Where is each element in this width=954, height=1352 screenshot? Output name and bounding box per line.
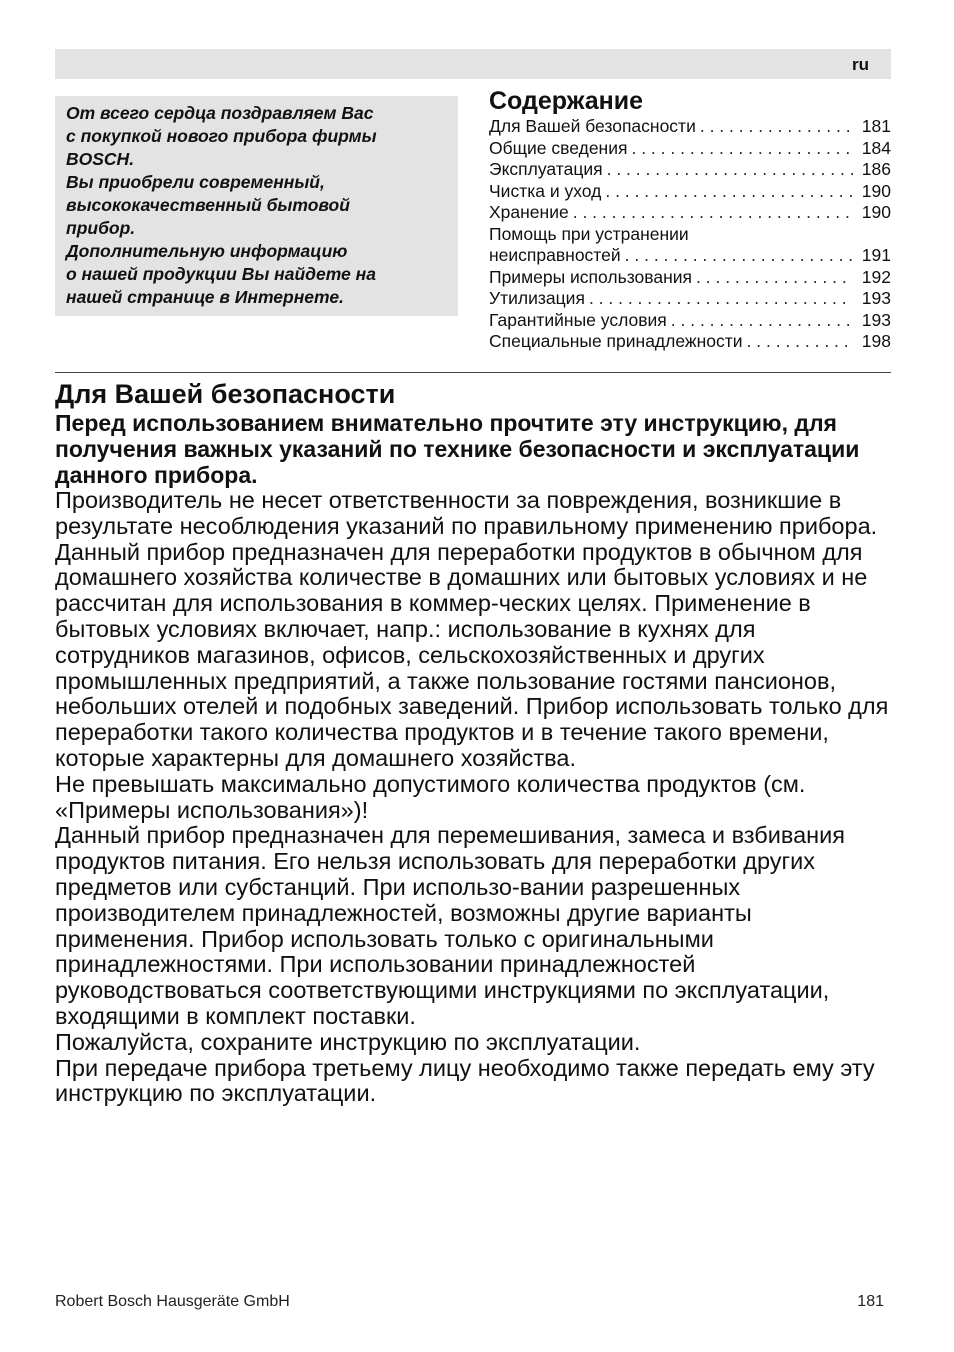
toc-item-label: Примеры использования: [489, 266, 693, 287]
paragraph: Не превышать максимально допустимого количества продуктов (см. «Примеры использования»)!: [55, 770, 806, 823]
toc-item-page: 181: [861, 116, 891, 136]
toc-item-label: Для Вашей безопасности: [489, 116, 696, 136]
toc-item[interactable]: [489, 310, 891, 332]
safety-warning: Перед использованием внимательно прочтите эту инструкцию, для получения важных указаний по технике безопасности и эксплуатации данного прибора.: [55, 410, 860, 488]
paragraph: Данный прибор предназначен для перемешивания, замеса и взбивания продуктов питания. Его нельзя использовать для переработки других предметов или субстанций. При использо-вании разрешенных производителем принадлежностей, возможны другие варианты применения. Прибор использовать только с оригинальными принадлежностями. При использовании принадлежностей руководствоваться соответствующими инструкциями по эксплуатации, входящими в комплект поставки.: [55, 822, 846, 1029]
toc-leader: [573, 202, 853, 224]
toc-leader: [631, 138, 853, 160]
intro-box: [55, 96, 458, 316]
toc-item[interactable]: [489, 202, 891, 224]
toc-item-label: Гарантийные условия: [489, 309, 667, 330]
toc-item-page: 184: [861, 137, 891, 158]
toc-item-label: Общие сведения: [489, 137, 628, 158]
paragraph: Данный прибор предназначен для переработки продуктов в обычном для домашнего хозяйства количестве в домашних или бытовых условиях и не рассчитан для использования в коммер-ческих целях. Применение в бытовых условиях включает, напр.: использование в кухнях для сотрудников магазинов, офисов, сельскохозяйственных и других промышленных предприятий, а также пользование гостями пансионов, небольших отелей и подобных заведений. Прибор использовать только для переработки такого количества продуктов и в течение такого времени, которые характерны для домашнего хозяйства.: [55, 538, 889, 771]
toc-item-page: 193: [861, 309, 891, 330]
toc-item[interactable]: [489, 331, 891, 353]
toc-item[interactable]: [489, 181, 891, 203]
toc-item[interactable]: [489, 288, 891, 310]
toc-leader: [607, 159, 853, 181]
toc-leader: [625, 245, 853, 267]
toc-item-page: 190: [861, 180, 891, 201]
paragraph: Производитель не несет ответственности за повреждения, возникшие в результате несоблюдения указаний по правильному применению прибора.: [55, 487, 878, 539]
toc-item-label: Помощь при устранении: [489, 223, 689, 244]
toc-item-label: Специальные принадлежности: [489, 331, 743, 351]
toc-item-label: Эксплуатация: [489, 159, 603, 179]
section-divider: [55, 372, 891, 373]
toc-leader: [605, 181, 853, 203]
toc-item-label: Хранение: [489, 202, 569, 222]
footer-company: Robert Bosch Hausgeräte GmbH: [55, 1293, 290, 1310]
toc-item[interactable]: [489, 224, 891, 267]
toc-item[interactable]: [489, 267, 891, 289]
toc-item-page: 198: [861, 331, 891, 351]
toc-item-page: 191: [861, 245, 891, 265]
toc-item-page: 186: [861, 159, 891, 179]
toc-item[interactable]: [489, 138, 891, 160]
toc-item-label-continued: неисправностей: [489, 245, 621, 265]
toc-leader: [671, 310, 853, 332]
language-code: ru: [852, 55, 869, 74]
table-of-contents: [489, 86, 891, 353]
section-title: Для Вашей безопасности: [55, 379, 396, 409]
intro-text: От всего сердца поздравляем Вас с покупкой нового прибора фирмы BOSCH. Вы приобрели современный, высококачественный бытовой прибор. Дополнительную информацию о нашей продукции Вы найдете на нашей странице в Интернете.: [66, 103, 377, 307]
toc-leader: [589, 288, 853, 310]
toc-item[interactable]: [489, 116, 891, 138]
footer-page-number: 181: [857, 1293, 884, 1310]
toc-item[interactable]: [489, 159, 891, 181]
language-bar: [55, 49, 891, 79]
toc-item-page: 190: [861, 202, 891, 222]
toc-leader: [700, 116, 853, 138]
safety-section: [55, 378, 895, 1107]
paragraph: При передаче прибора третьему лицу необходимо также передать ему эту инструкцию по эксплуатации.: [55, 1054, 875, 1107]
toc-item-page: 192: [861, 266, 891, 287]
paragraph: Пожалуйста, сохраните инструкцию по эксплуатации.: [55, 1028, 641, 1055]
toc-title: Содержание: [489, 87, 644, 115]
toc-leader: [747, 331, 853, 353]
toc-leader: [696, 267, 853, 289]
toc-item-page: 193: [861, 288, 891, 308]
toc-item-label: Чистка и уход: [489, 180, 602, 201]
toc-list: [489, 116, 891, 353]
toc-item-label: Утилизация: [489, 288, 585, 308]
